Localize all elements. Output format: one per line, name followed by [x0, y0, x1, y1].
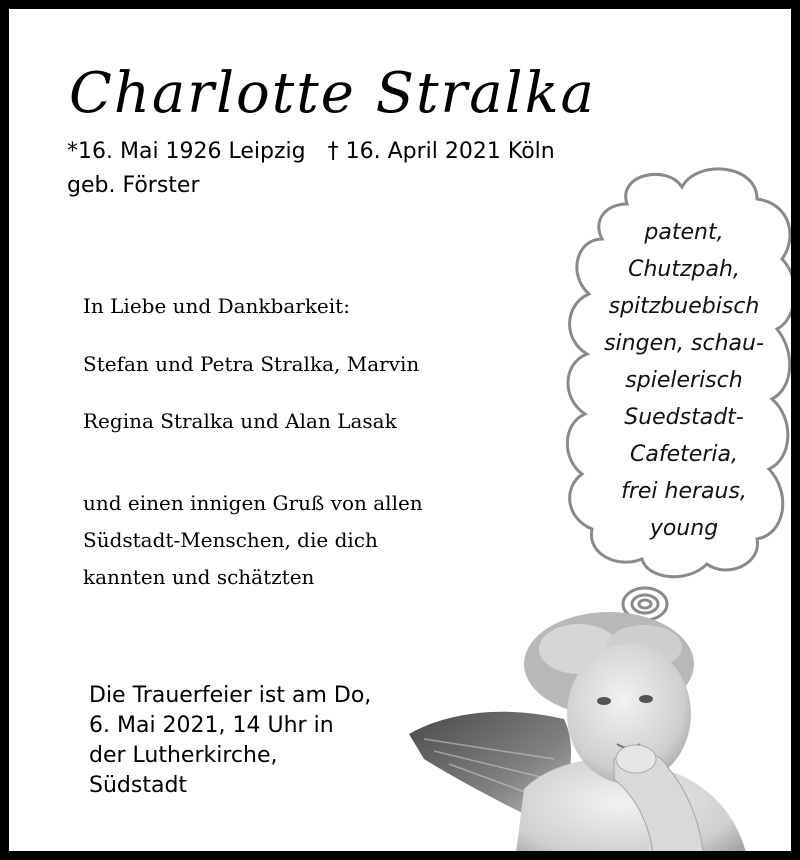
bubble-line: patent, [644, 220, 724, 245]
birth-date: *16. Mai 1926 Leipzig [67, 139, 306, 164]
mourner-line: Stefan und Petra Stralka, Marvin [83, 352, 420, 376]
greeting-line: kannten und schätzten [83, 565, 315, 589]
bubble-line: spielerisch [625, 368, 743, 393]
bubble-line: young [649, 516, 719, 541]
greeting-line: und einen innigen Gruß von allen [83, 491, 423, 515]
bubble-line: frei heraus, [621, 479, 747, 504]
death-date: † 16. April 2021 Köln [327, 139, 555, 164]
cherub-illustration [404, 609, 800, 860]
bubble-line: Suedstadt- [624, 405, 744, 430]
funeral-line: Die Trauerfeier ist am Do, [89, 683, 372, 708]
bubble-line: Cafeteria, [630, 442, 738, 467]
funeral-line: 6. Mai 2021, 14 Uhr in [89, 713, 334, 738]
maiden-name: geb. Förster [67, 173, 200, 198]
bubble-line: spitzbuebisch [608, 294, 760, 319]
mourner-line: Regina Stralka und Alan Lasak [83, 409, 397, 433]
bubble-line: singen, schau- [604, 331, 764, 356]
funeral-line: Südstadt [89, 773, 188, 798]
life-dates [67, 139, 555, 164]
dedication-line: In Liebe und Dankbarkeit: [83, 294, 350, 318]
deceased-name: Charlotte Stralka [69, 61, 596, 126]
thought-bubble-text [569, 214, 799, 547]
funeral-info [89, 681, 371, 801]
greeting-line: Südstadt-Menschen, die dich [83, 528, 378, 552]
funeral-line: der Lutherkirche, [89, 743, 278, 768]
bubble-line: Chutzpah, [628, 257, 740, 282]
